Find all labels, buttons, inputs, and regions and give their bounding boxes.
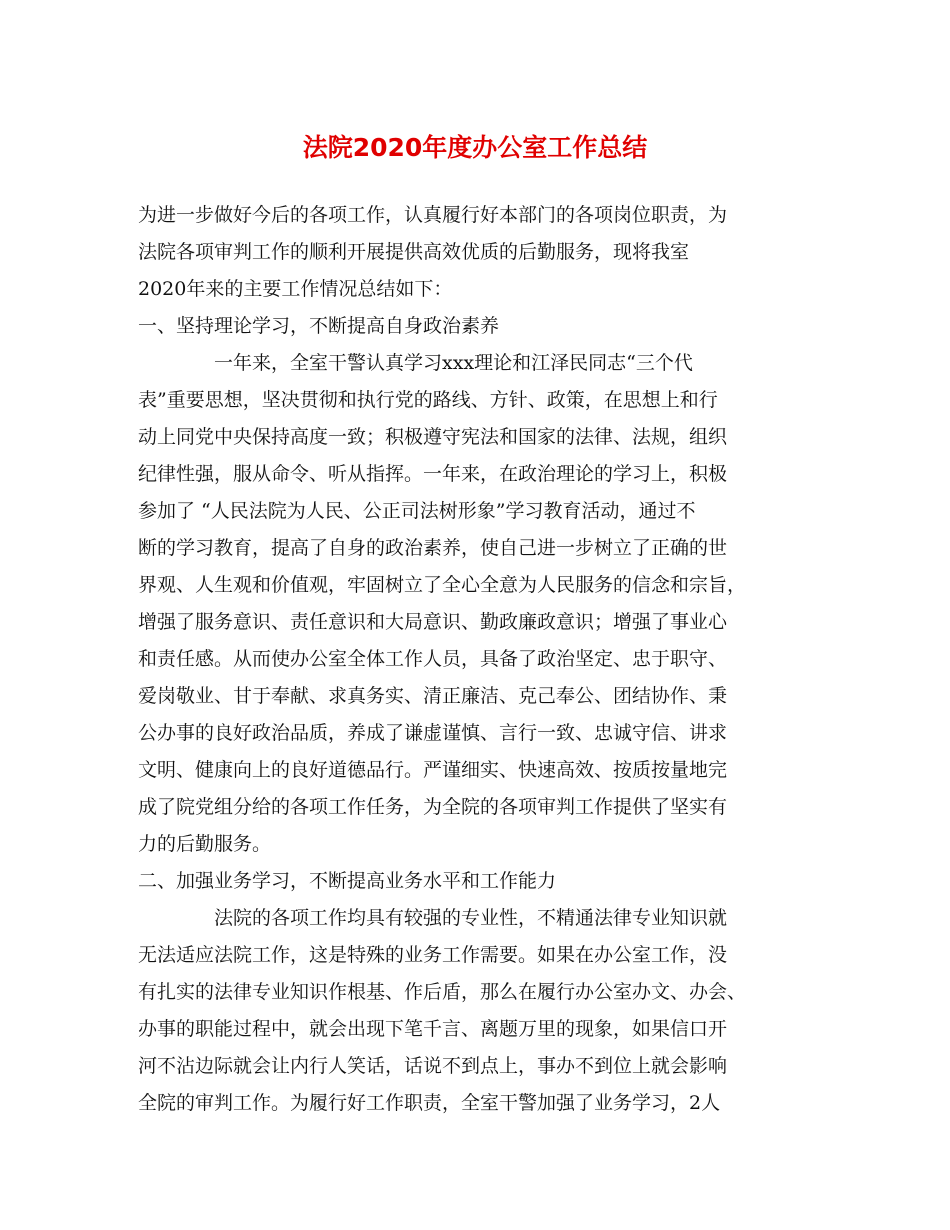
body-line: 无法适应法院工作，这是特殊的业务工作需要。如果在办公室工作，没: [138, 944, 728, 966]
body-line: 纪律性强，服从命令、听从指挥。一年来，在政治理论的学习上，积极: [138, 463, 728, 485]
body-line: 一年来，全室干警认真学习xxx理论和江泽民同志“三个代: [214, 352, 693, 374]
document-title: 法院2020年度办公室工作总结: [302, 133, 648, 162]
body-line: 动上同党中央保持高度一致；积极遵守宪法和国家的法律、法规，组织: [138, 426, 728, 448]
body-line: 参加了 “人民法院为人民、公正司法树形象”学习教育活动，通过不: [138, 500, 696, 522]
body-line: 成了院党组分给的各项工作任务，为全院的各项审判工作提供了坚实有: [138, 796, 728, 818]
body-line: 力的后勤服务。: [138, 833, 272, 855]
body-line: 为进一步做好今后的各项工作，认真履行好本部门的各项岗位职责，为: [138, 204, 728, 226]
body-line: 增强了服务意识、责任意识和大局意识、勤政廉政意识；增强了事业心: [138, 611, 728, 633]
section-heading-1: 一、坚持理论学习，不断提高自身政治素养: [138, 315, 500, 337]
body-line: 有扎实的法律专业知识作根基、作后盾，那么在履行办公室办文、办会、: [138, 981, 747, 1003]
body-line: 法院的各项工作均具有较强的专业性，不精通法律专业知识就: [214, 907, 728, 929]
body-line: 河不沾边际就会让内行人笑话，话说不到点上，事办不到位上就会影响: [138, 1055, 728, 1077]
body-line: 全院的审判工作。为履行好工作职责，全室干警加强了业务学习，2人: [138, 1092, 721, 1114]
body-line: 法院各项审判工作的顺利开展提供高效优质的后勤服务，现将我室: [138, 241, 690, 263]
body-line: 表”重要思想，坚决贯彻和执行党的路线、方针、政策，在思想上和行: [138, 389, 718, 411]
body-line: 断的学习教育，提高了自身的政治素养，使自己进一步树立了正确的世: [138, 537, 728, 559]
body-line: 办事的职能过程中，就会出现下笔千言、离题万里的现象，如果信口开: [138, 1018, 728, 1040]
body-line: 爱岗敬业、甘于奉献、求真务实、清正廉洁、克己奉公、团结协作、秉: [138, 685, 728, 707]
section-heading-2: 二、加强业务学习，不断提高业务水平和工作能力: [138, 870, 557, 892]
body-line: 界观、人生观和价值观，牢固树立了全心全意为人民服务的信念和宗旨，: [138, 574, 747, 596]
body-line: 2020年来的主要工作情况总结如下：: [138, 278, 453, 300]
document-body: [138, 197, 818, 1122]
body-line: 和责任感。从而使办公室全体工作人员，具备了政治坚定、忠于职守、: [138, 648, 728, 670]
body-line: 公办事的良好政治品质，养成了谦虚谨慎、言行一致、忠诚守信、讲求: [138, 722, 728, 744]
body-line: 文明、健康向上的良好道德品行。严谨细实、快速高效、按质按量地完: [138, 759, 728, 781]
